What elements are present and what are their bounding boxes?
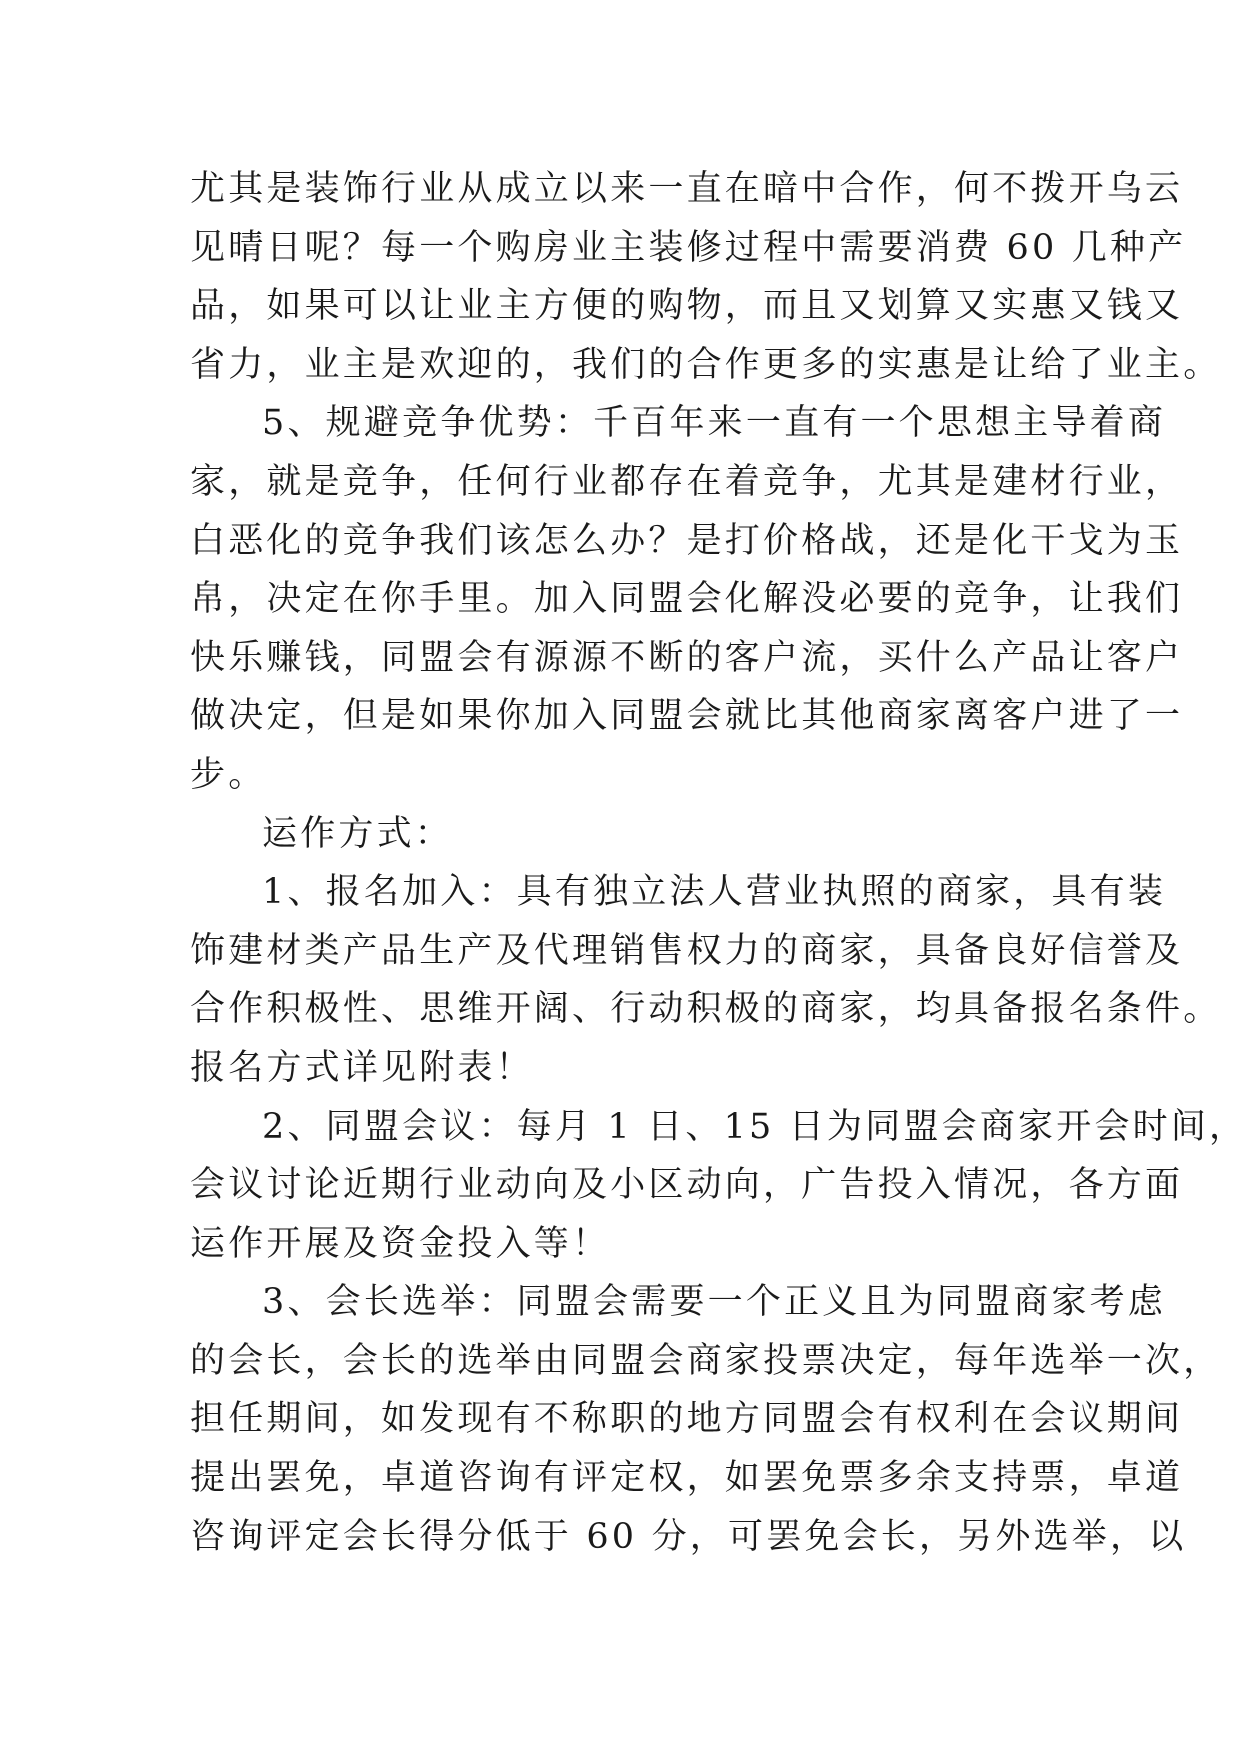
text-line: 尤其是装饰行业从成立以来一直在暗中合作，何不拨开乌云 xyxy=(190,169,1184,209)
text-line: 5、规避竞争优势：千百年来一直有一个思想主导着商 xyxy=(262,403,1167,444)
text-line: 省力，业主是欢迎的，我们的合作更多的实惠是让给了业主。 xyxy=(190,344,1222,385)
text-line: 咨询评定会长得分低于 60 分，可罢免会长，另外选举，以 xyxy=(190,1516,1187,1557)
text-line: 会议讨论近期行业动向及小区动向，广告投入情况，各方面 xyxy=(190,1165,1184,1206)
text-line: 白恶化的竞争我们该怎么办？是打价格战，还是化干戈为玉 xyxy=(190,520,1184,561)
text-line: 饰建材类产品生产及代理销售权力的商家，具备良好信誉及 xyxy=(190,930,1184,971)
body-text xyxy=(190,160,1247,1566)
text-line: 2、同盟会议：每月 1 日、15 日为同盟会商家开会时间， xyxy=(262,1106,1247,1147)
text-line: 运作方式： xyxy=(262,813,454,854)
text-line: 3、会长选举：同盟会需要一个正义且为同盟商家考虑 xyxy=(262,1282,1167,1323)
text-line: 运作开展及资金投入等！ xyxy=(190,1223,611,1264)
text-line: 做决定，但是如果你加入同盟会就比其他商家离客户进了一 xyxy=(190,696,1184,737)
text-line: 1、报名加入：具有独立法人营业执照的商家，具有装 xyxy=(262,872,1167,913)
text-line: 提出罢免，卓道咨询有评定权，如罢免票多余支持票，卓道 xyxy=(190,1458,1184,1499)
text-line: 步。 xyxy=(190,754,267,795)
text-line: 报名方式详见附表！ xyxy=(190,1047,534,1088)
text-line: 品，如果可以让业主方便的购物，而且又划算又实惠又钱又 xyxy=(190,286,1184,327)
text-line: 帛，决定在你手里。加入同盟会化解没必要的竞争，让我们 xyxy=(190,579,1184,620)
text-line: 见晴日呢？每一个购房业主装修过程中需要消费 60 几种产 xyxy=(190,227,1187,268)
text-line: 的会长，会长的选举由同盟会商家投票决定，每年选举一次， xyxy=(190,1340,1222,1381)
text-line: 担任期间，如发现有不称职的地方同盟会有权利在会议期间 xyxy=(190,1399,1184,1440)
text-line: 家，就是竞争，任何行业都存在着竞争，尤其是建材行业， xyxy=(190,461,1184,502)
text-line: 合作积极性、思维开阔、行动积极的商家，均具备报名条件。 xyxy=(190,989,1222,1030)
text-line: 快乐赚钱，同盟会有源源不断的客户流，买什么产品让客户 xyxy=(190,637,1184,678)
